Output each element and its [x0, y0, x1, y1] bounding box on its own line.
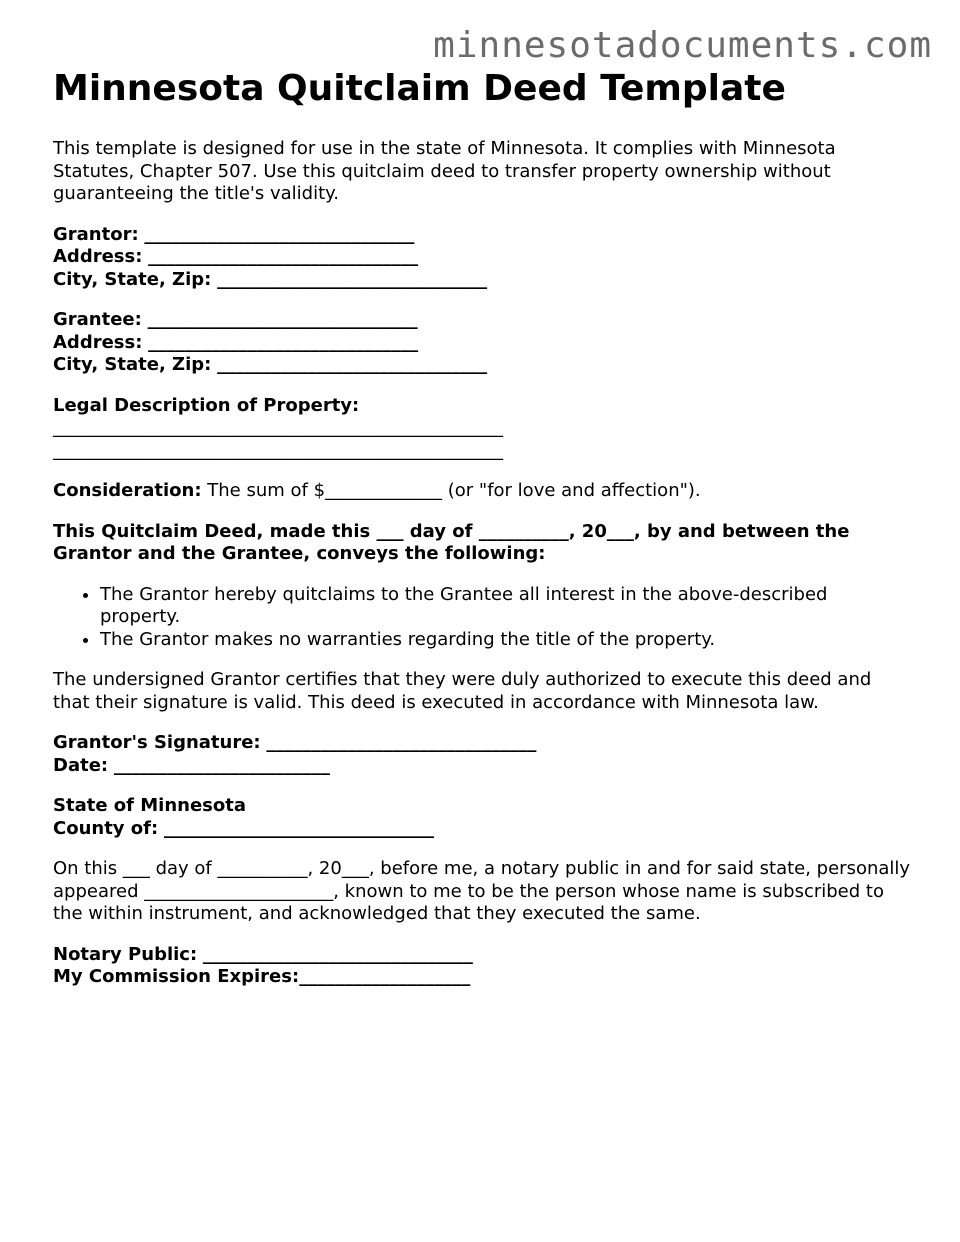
notary-public-field[interactable]: ______________________________	[202, 943, 473, 965]
certification-paragraph: The undersigned Grantor certifies that they were duly authorized to execute this deed and that their signature is valid. This deed is executed in accordance with Minnesota law.	[53, 669, 872, 713]
grantor-signature-field[interactable]: ______________________________	[266, 732, 537, 753]
document	[53, 66, 913, 989]
state-label: State of Minnesota	[53, 795, 247, 816]
grantor-city-field[interactable]: ______________________________	[217, 268, 488, 290]
site-watermark: minnesotadocuments.com	[433, 25, 932, 66]
grantor-name-field[interactable]: ______________________________	[144, 223, 415, 245]
grantee-city-field[interactable]: ______________________________	[217, 354, 488, 375]
notary-acknowledgment: On this ___ day of __________, 20___, before me, a notary public in and for said state, personally appeared _____________________, known to me to be the person whose name is subscribed to the within instrument, and acknowledged that they executed the same.	[53, 858, 911, 924]
legal-description-label: Legal Description of Property:	[53, 394, 360, 416]
list-item: • The Grantor hereby quitclaims to the Grantee all interest in the above-described property.	[100, 584, 913, 629]
grantee-city-label: City, State, Zip:	[53, 354, 212, 375]
notary-public-label: Notary Public:	[53, 943, 198, 965]
signature-section	[53, 732, 913, 777]
grantor-address-label: Address:	[53, 246, 143, 267]
consideration-paragraph	[53, 480, 913, 503]
page-title: Minnesota Quitclaim Deed Template	[53, 68, 786, 109]
grantee-address-label: Address:	[53, 331, 143, 353]
grantee-address-field[interactable]: ______________________________	[148, 331, 419, 353]
notary-section	[53, 944, 913, 989]
grantor-signature-label: Grantor's Signature:	[53, 732, 261, 753]
grantor-section	[53, 224, 913, 292]
commission-expires-label: My Commission Expires:	[53, 966, 300, 987]
consideration-text: The sum of $_____________ (or "for love and affection").	[207, 480, 701, 501]
grantee-section	[53, 309, 913, 377]
grantor-address-field[interactable]: ______________________________	[148, 246, 419, 267]
grantee-name-field[interactable]: ______________________________	[147, 309, 418, 330]
venue-section	[53, 795, 913, 840]
list-item: • The Grantor makes no warranties regarding the title of the property.	[100, 629, 913, 652]
grantor-name-label: Grantor:	[53, 223, 139, 245]
grantee-name-label: Grantee:	[53, 309, 142, 330]
conveyance-list	[53, 584, 913, 652]
county-label: County of:	[53, 817, 159, 839]
commission-expires-field[interactable]: ___________________	[299, 966, 471, 987]
signature-date-label: Date:	[53, 754, 109, 776]
legal-description-line-1[interactable]: __________________________________________________	[53, 417, 503, 438]
consideration-label: Consideration:	[53, 480, 202, 501]
legal-description-line-2[interactable]: __________________________________________________	[53, 439, 503, 461]
signature-date-field[interactable]: ________________________	[113, 754, 330, 776]
deed-statement: This Quitclaim Deed, made this ___ day of __________, 20___, by and between the Grantor and the Grantee, conveys the following:	[53, 520, 850, 564]
legal-description-section	[53, 395, 913, 463]
county-field[interactable]: ______________________________	[163, 817, 434, 839]
grantor-city-label: City, State, Zip:	[53, 268, 212, 290]
intro-paragraph: This template is designed for use in the state of Minnesota. It complies with Minnesota Statutes, Chapter 507. Use this quitclaim deed to transfer property ownership without guaranteeing the title's validity.	[53, 138, 836, 204]
